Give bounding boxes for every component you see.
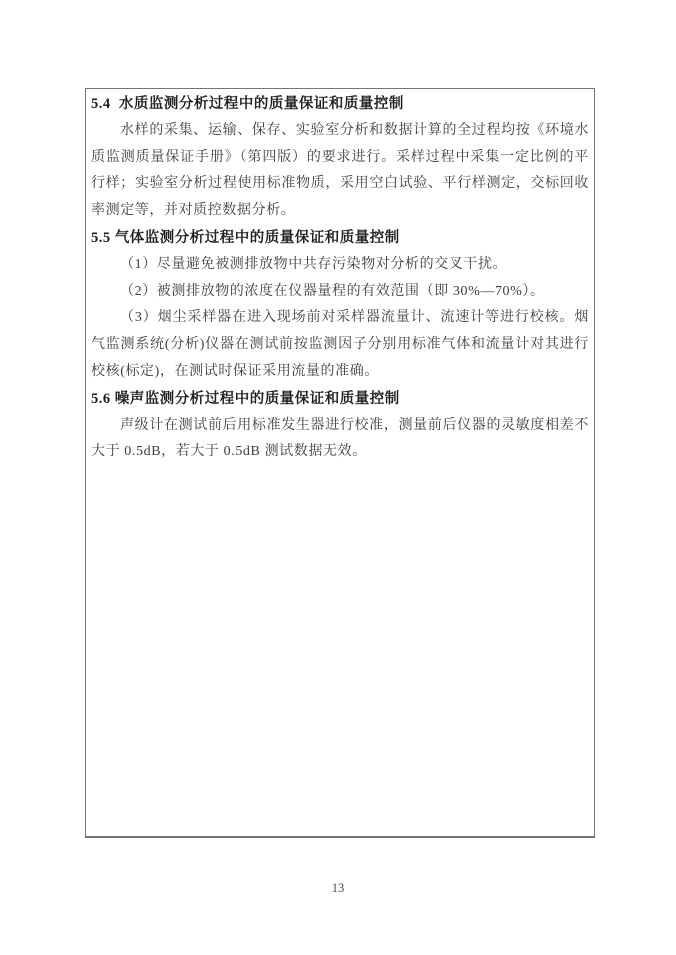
section-5-6-heading: 5.6 噪声监测分析过程中的质量保证和质量控制 — [91, 390, 400, 407]
page-number: 13 — [331, 881, 345, 895]
section-5-5-heading: 5.5 气体监测分析过程中的质量保证和质量控制 — [91, 229, 400, 246]
content-border-box — [85, 88, 595, 838]
section-5-5-item-1: （1）尽量避免被测排放物中共存污染物对分析的交叉干扰。 — [120, 256, 508, 272]
section-5-4-paragraph: 水样的采集、运输、保存、实验室分析和数据计算的全过程均按《环境水质监测质量保证手册》（第四版）的要求进行。采样过程中采集一定比例的平行样；实验室分析过程使用标准物质，采用空白试验、平行样测定，交标回收率测定等，并对质控数据分析。 — [91, 122, 589, 219]
section-5-6-paragraph: 声级计在测试前后用标准发生器进行校准，测量前后仪器的灵敏度相差不大于 0.5dB，若大于 0.5dB 测试数据无效。 — [91, 417, 589, 460]
section-5-4-heading: 5.4 水质监测分析过程中的质量保证和质量控制 — [91, 96, 404, 112]
section-5-5-item-3: （3）烟尘采样器在进入现场前对采样器流量计、流速计等进行校核。烟气监测系统(分析)仪器在测试前按监测因子分别用标准气体和流量计对其进行校核(标定)，在测试时保证采用流量的准确。 — [91, 310, 589, 379]
section-5-5-item-2: （2）被测排放物的浓度在仪器量程的有效范围（即 30%—70%）。 — [120, 283, 545, 299]
